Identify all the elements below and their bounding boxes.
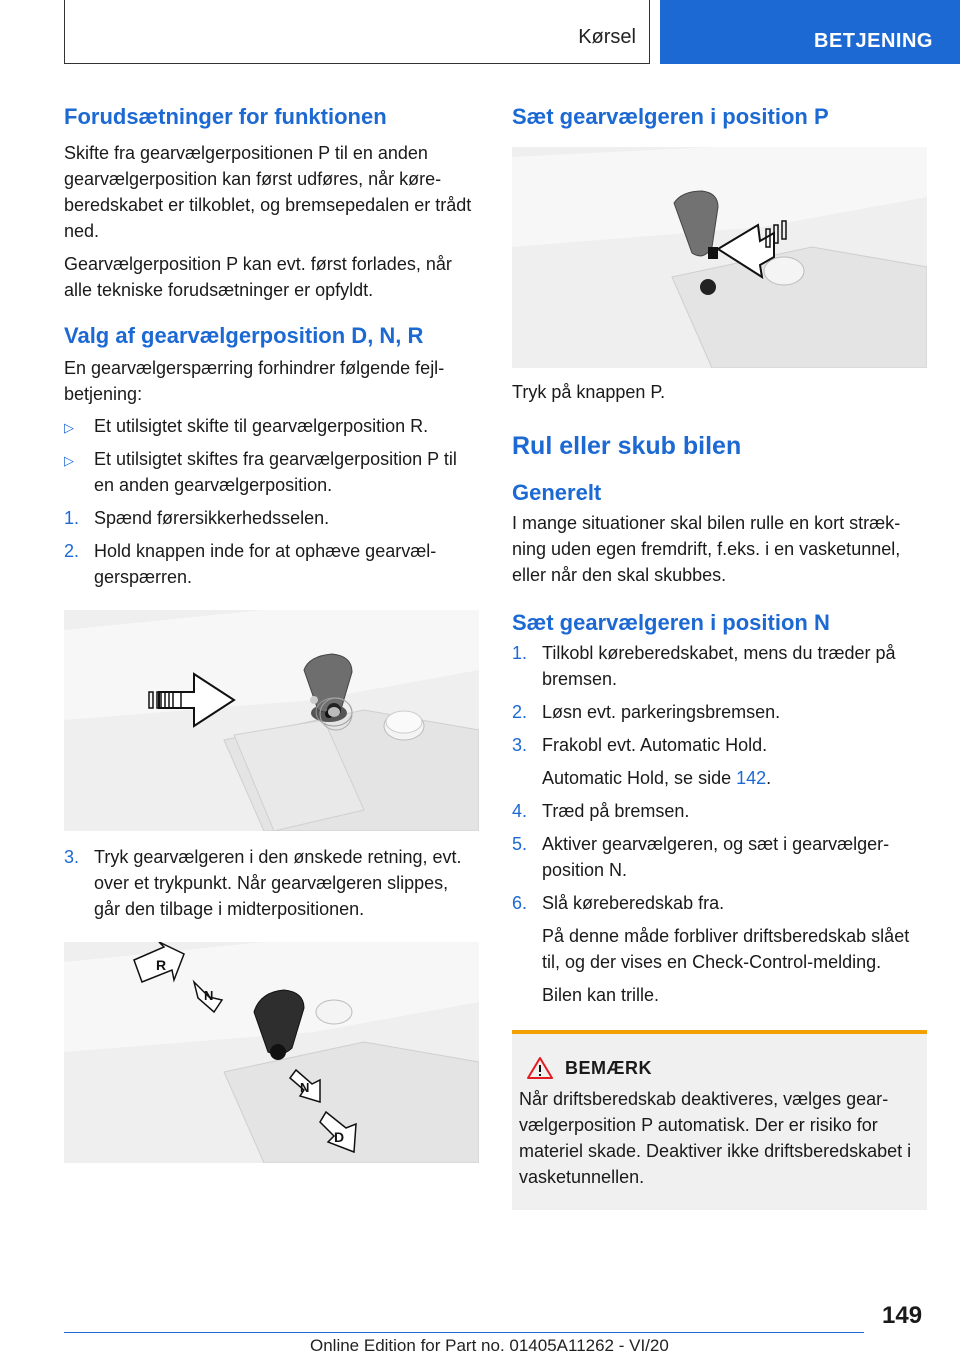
image-gear-selector-unlock bbox=[64, 610, 479, 831]
paragraph-select-intro: En gearvælgerspærring forhindrer følgende fejlbetjening: bbox=[64, 358, 445, 404]
header-section-title: Kørsel bbox=[578, 26, 636, 48]
list-item: 5. Aktiver gearvælgeren, og sæt i gearvælgerposition N. bbox=[512, 834, 890, 880]
heading-prerequisites: Forudsætninger for funktionen bbox=[64, 104, 387, 129]
heading-select-position: Valg af gearvælgerposition D, N, R bbox=[64, 323, 424, 348]
paragraph-prereq-2: Gearvælgerposition P kan evt. først forlades, når alle tekniske forudsætninger er opfyldt. bbox=[64, 254, 452, 300]
steps-list-3 bbox=[64, 844, 479, 922]
triangle-bullet-icon: ▷ bbox=[64, 420, 74, 435]
page-link-142[interactable]: 142 bbox=[736, 768, 767, 788]
steps-list-n bbox=[512, 640, 927, 1008]
list-item: 4. Træd på bremsen. bbox=[512, 801, 690, 821]
list-item-note: Bilen kan trille. bbox=[542, 985, 660, 1005]
gear-label-r: R bbox=[156, 957, 167, 973]
paragraph-general: I mange situationer skal bilen rulle en kort strækning uden egen fremdrift, f.eks. i en vasketunnel, eller når den skal skubbes. bbox=[512, 513, 901, 585]
list-item: 3. Tryk gearvælgeren i den ønskede retning, evt. over et trykpunkt. Når gearvælgeren slippes, går den tilbage i midterpositionen. bbox=[64, 847, 462, 919]
list-item: 3. Frakobl evt. Automatic Hold. bbox=[512, 735, 768, 755]
list-item: 2. Løsn evt. parkeringsbremsen. bbox=[512, 702, 781, 722]
gear-label-n-lower: N bbox=[300, 1080, 310, 1095]
notice-title: BEMÆRK bbox=[565, 1057, 652, 1078]
list-item-note: Automatic Hold, se side 142. bbox=[542, 768, 772, 788]
right-column bbox=[512, 100, 927, 1210]
notice-box bbox=[512, 1030, 927, 1210]
heading-position-p: Sæt gearvælgeren i position P bbox=[512, 104, 829, 129]
list-item: ▷ Et utilsigtet skifte til gearvælgerposition R. bbox=[64, 413, 479, 439]
left-column bbox=[64, 100, 479, 1163]
header-chapter-tab: BETJENING bbox=[660, 0, 960, 64]
gear-label-n-upper: N bbox=[204, 988, 214, 1003]
paragraph-prereq-1: Skifte fra gearvælgerpositionen P til en anden gearvælgerposition kan først udføres, når køreberedskabet er tilkoblet, og bremsepedalen er trådt ned. bbox=[64, 143, 472, 241]
header-frame bbox=[64, 0, 650, 64]
heading-general: Generelt bbox=[512, 480, 602, 505]
warning-triangle-icon bbox=[527, 1056, 553, 1080]
notice-header bbox=[527, 1056, 915, 1080]
heading-position-n: Sæt gearvælgeren i position N bbox=[512, 610, 830, 635]
heading-roll-push: Rul eller skub bilen bbox=[512, 432, 742, 460]
steps-list-1-2 bbox=[64, 505, 479, 590]
footer-divider bbox=[64, 1332, 864, 1333]
caption-press-p: Tryk på knappen P. bbox=[512, 382, 666, 402]
triangle-bullet-icon: ▷ bbox=[64, 453, 74, 468]
page-number: 149 bbox=[882, 1302, 923, 1329]
list-item: 1. Tilkobl køreberedskabet, mens du træder på bremsen. bbox=[512, 643, 896, 689]
gear-label-d: D bbox=[334, 1129, 345, 1145]
bullet-list bbox=[64, 413, 479, 498]
image-button-p bbox=[512, 147, 927, 368]
image-gear-directions bbox=[64, 942, 479, 1163]
list-item: 2. Hold knappen inde for at ophæve gearvælgerspærren. bbox=[64, 541, 437, 587]
footer-edition: Online Edition for Part no. 01405A11262 - VI/20 bbox=[310, 1336, 669, 1355]
notice-text: Når driftsberedskab deaktiveres, vælges gearvælgerposition P automatisk. Der er risiko for materiel skade. Deaktiver ikke driftsberedskabet i vasketunnellen. bbox=[519, 1089, 912, 1187]
list-item: ▷ Et utilsigtet skiftes fra gearvælgerposition P til en anden gearvælgerposition. bbox=[64, 449, 457, 495]
list-item-note: På denne måde forbliver driftsberedskab slået til, og der vises en Check-Control-melding. bbox=[542, 926, 910, 972]
list-item: 1. Spænd førersikkerhedsselen. bbox=[64, 508, 330, 528]
list-item: 6. Slå køreberedskab fra. bbox=[512, 893, 725, 913]
